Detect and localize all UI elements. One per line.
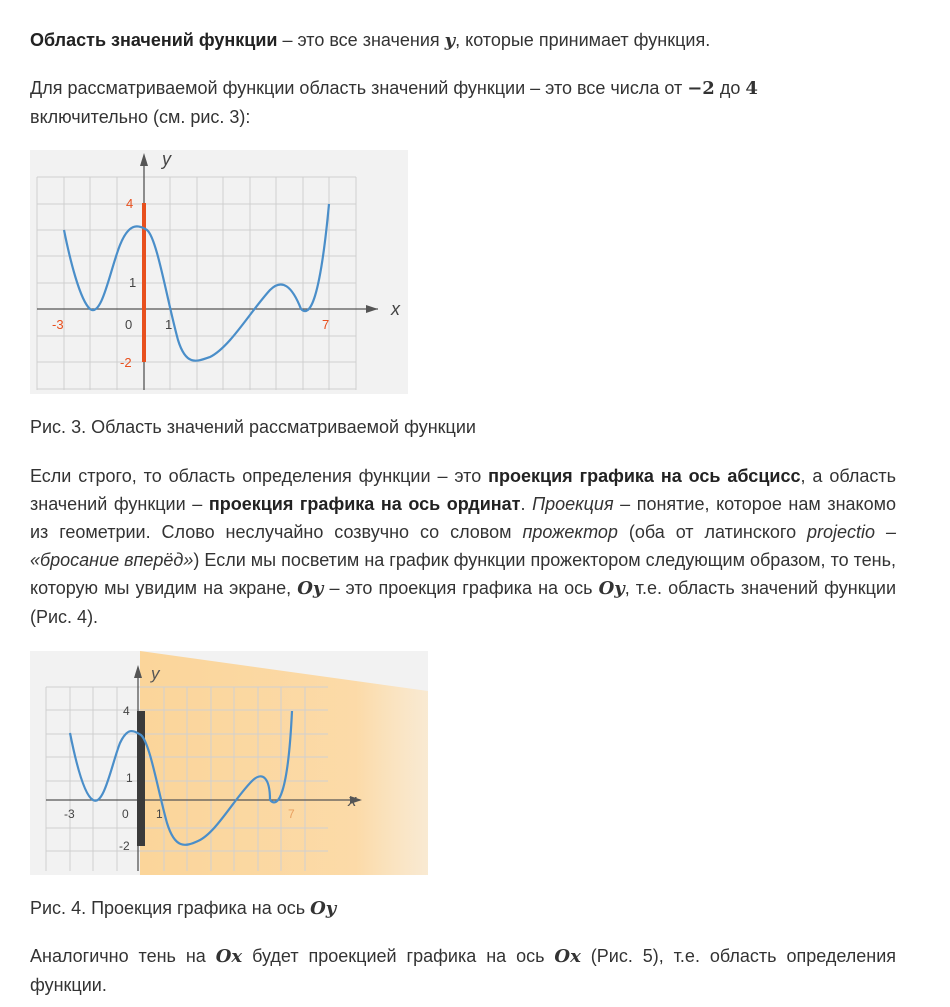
figure-4-caption: Рис. 4. Проекция графика на ось Oy <box>30 898 337 919</box>
figure-4-tick-1y: 1 <box>126 771 133 785</box>
figure-3-tick-4: 4 <box>126 196 134 211</box>
figure-4-tick-1x: 1 <box>156 807 163 821</box>
paragraph-range-definition: Область значений функции – это все значения y, которые принимает функция. <box>30 30 711 51</box>
term-projection-y: проекция графика на ось ординат <box>208 494 521 514</box>
term-range: Область значений функции <box>30 30 278 50</box>
figure-4-tick-4: 4 <box>123 704 130 718</box>
figure-3-x-label: x <box>391 299 400 319</box>
paragraph-range-example: Для рассматриваемой функции область значений функции – это все числа от −2 до 4 включительно (см. рис. 3): <box>30 78 758 127</box>
figure-3-tick-1x: 1 <box>165 317 173 332</box>
term-projection-x: проекция графика на ось абсцисс <box>488 466 801 486</box>
math-oy: Oy <box>310 898 337 919</box>
figure-4-graph <box>30 651 428 875</box>
math-ox: Ox <box>554 946 581 967</box>
figure-4-y-label: y <box>151 664 160 683</box>
math-oy: Oy <box>297 578 324 599</box>
figure-3-y-label: y <box>162 150 171 169</box>
figure-3-background <box>30 150 408 394</box>
paragraph-shadow-ox: Аналогично тень на Ox будет проекцией графика на ось Ox (Рис. 5), т.е. область определения функции. <box>30 946 897 995</box>
paragraph-projection: Если строго, то область определения функции – это проекция графика на ось абсцисс, а область значений функции – проекция графика на ось ординат. Проекция – понятие, которое нам знакомо из геометрии. Слово неслучайно созвучно со словом прожектор (оба от латинского projectio – «бросание вперёд») Если мы посветим на график функции прожектором следующим образом, то тень, которую мы увидим на экране, Oy – это проекция графика на ось Oy, т.е. область значений функции (Рис. 4). <box>30 466 897 627</box>
figure-3-tick-7: 7 <box>322 317 330 332</box>
math-minus-two: −2 <box>687 78 715 99</box>
figure-4-tick-m2: -2 <box>119 839 130 853</box>
math-four: 4 <box>745 78 758 99</box>
figure-4-tick-0: 0 <box>122 807 129 821</box>
figure-4-tick-m3: -3 <box>64 807 75 821</box>
figure-3-tick-m2: -2 <box>120 355 132 370</box>
figure-3-tick-1y: 1 <box>129 275 137 290</box>
figure-4-x-label: x <box>348 791 357 810</box>
figure-3-tick-0: 0 <box>125 317 133 332</box>
math-oy: Oy <box>598 578 625 599</box>
figure-3-caption: Рис. 3. Область значений рассматриваемой функции <box>30 417 476 437</box>
figure-3-tick-m3: -3 <box>52 317 64 332</box>
math-ox: Ox <box>215 946 243 967</box>
math-y: y <box>444 30 456 51</box>
figure-3-graph <box>30 150 408 394</box>
figure-4-tick-7: 7 <box>288 807 295 821</box>
figure-4-shadow-bar <box>137 711 145 846</box>
